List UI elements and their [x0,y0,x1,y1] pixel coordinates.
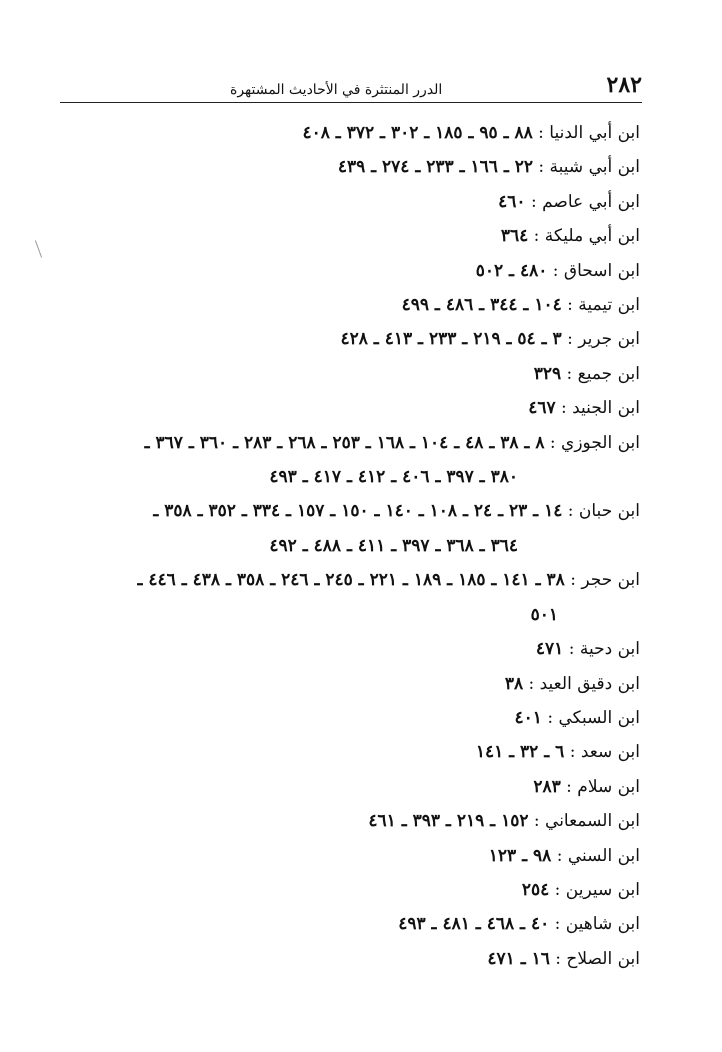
entry-pages: ٢٢ ـ ١٦٦ ـ ٢٣٣ ـ ٢٧٤ ـ ٤٣٩ [337,157,534,178]
entry-pages: ٦ ـ ٣٢ ـ ١٤١ [475,742,565,763]
entry-name: ابن شاهين : [554,914,640,935]
entry-name: ابن السمعاني : [533,811,640,832]
entry-name: ابن دحية : [568,639,640,660]
index-entry [70,426,640,460]
index-entry [70,667,640,701]
entry-pages-continued: ٣٦٤ ـ ٣٦٨ ـ ٣٩٧ ـ ٤١١ ـ ٤٨٨ ـ ٤٩٢ [269,535,518,556]
index-entry [70,632,640,666]
entry-name: ابن جميع : [566,363,640,384]
index-entry [70,219,640,253]
entry-pages: ١٠٤ ـ ٣٤٤ ـ ٤٨٦ ـ ٤٩٩ [401,295,562,316]
entry-name: ابن السبكي : [547,707,640,728]
index-entry [70,357,640,391]
index-entry [70,322,640,356]
page-header [60,68,642,103]
entry-name: ابن أبي مليكة : [533,226,640,247]
entry-pages: ٤٨٠ ـ ٥٠٢ [475,260,548,281]
entry-pages: ٢٥٤ [521,879,550,900]
entry-name: ابن تيمية : [567,295,640,316]
entry-pages: ٤٦٠ [498,191,526,212]
entry-pages: ٣٦٤ [500,226,529,247]
index-entry [70,907,640,941]
entry-pages: ٣٨ [504,673,524,694]
index-entry [70,770,640,804]
entry-name: ابن سيرين : [554,879,640,900]
index-entry [70,494,640,528]
entry-pages: ٩٨ ـ ١٢٣ [488,845,552,866]
entry-pages: ٣٢٩ [533,363,562,384]
entry-name: ابن سلام : [566,776,640,797]
entry-pages: ٤٠١ [514,707,542,728]
entry-pages-continued: ٥٠١ [530,604,558,625]
entry-pages-continued: ٣٨٠ ـ ٣٩٧ ـ ٤٠٦ ـ ٤١٢ ـ ٤١٧ ـ ٤٩٣ [269,467,518,488]
index-entry [70,873,640,907]
entry-name: ابن الصلاح : [555,948,640,969]
index-entry [70,735,640,769]
entry-name: ابن الجوزي : [549,432,640,453]
margin-mark [35,240,42,257]
entry-pages: ١٦ ـ ٤٧١ [487,948,550,969]
index-entry [70,150,640,184]
index-entry [70,116,640,150]
entry-name: ابن أبي الدنيا : [538,123,640,143]
entry-pages: ٨٨ ـ ٩٥ ـ ١٨٥ ـ ٣٠٢ ـ ٣٧٢ ـ ٤٠٨ [302,123,533,143]
entry-name: ابن حبان : [567,501,640,522]
index-entry [70,804,640,838]
entry-name: ابن جرير : [567,329,640,350]
entry-pages: ٤٠ ـ ٤٦٨ ـ ٤٨١ ـ ٤٩٣ [398,914,550,935]
index-entry [70,563,640,597]
entry-name: ابن اسحاق : [552,260,640,281]
entry-pages: ٢٨٣ [533,776,561,797]
index-entry [70,288,640,322]
entry-name: ابن السني : [556,845,640,866]
page-number: ٢٨٢ [606,72,642,98]
entry-name: ابن أبي شيبة : [538,157,640,178]
entry-pages: ١٤ ـ ٢٣ ـ ٢٤ ـ ١٠٨ ـ ١٤٠ ـ ١٥٠ ـ ١٥٧ ـ ٣٣٤ ـ ٣٥٢ ـ ٣٥٨ ـ [153,501,563,522]
index-entry [70,391,640,425]
entry-name: ابن حجر : [570,570,640,591]
index-entry [70,942,640,976]
entry-pages: ٣ ـ ٥٤ ـ ٢١٩ ـ ٢٣٣ ـ ٤١٣ ـ ٤٢٨ [340,329,562,350]
entry-name: ابن دقيق العيد : [528,673,640,694]
entry-pages: ٨ ـ ٣٨ ـ ٤٨ ـ ١٠٤ ـ ١٦٨ ـ ٢٥٣ ـ ٢٦٨ ـ ٢٨٣ ـ ٣٦٠ ـ ٣٦٧ ـ [144,432,545,453]
index-list [70,116,640,976]
entry-name: ابن سعد : [569,742,640,763]
entry-pages: ١٥٢ ـ ٢١٩ ـ ٣٩٣ ـ ٤٦١ [368,811,529,832]
running-title: الدرر المنتثرة في الأحاديث المشتهرة [230,82,443,98]
index-entry [70,254,640,288]
entry-pages: ٤٧١ [535,639,564,660]
index-entry [70,701,640,735]
index-entry [70,839,640,873]
entry-name: ابن أبي عاصم : [530,191,640,212]
entry-pages: ٣٨ ـ ١٤١ ـ ١٨٥ ـ ١٨٩ ـ ٢٢١ ـ ٢٤٥ ـ ٢٤٦ ـ ٣٥٨ ـ ٤٣٨ ـ ٤٤٦ ـ [137,570,565,591]
entry-pages: ٤٦٧ [528,398,556,419]
index-entry [70,185,640,219]
entry-name: ابن الجنيد : [561,398,640,419]
